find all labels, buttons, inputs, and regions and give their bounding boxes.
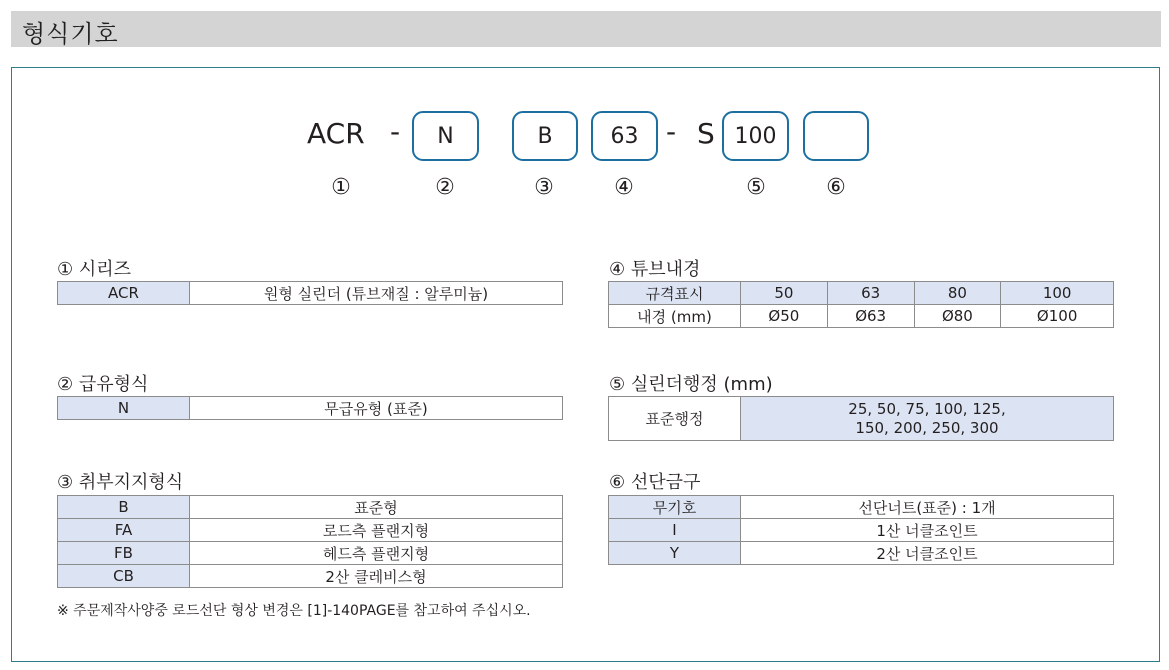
bore-code-box: 63 xyxy=(591,111,658,161)
bore-header-cell: 63 xyxy=(827,282,914,305)
bore-section-title: ④ 튜브내경 xyxy=(609,259,701,280)
mount-desc: 헤드측 플랜지형 xyxy=(190,542,563,565)
mount-key: B xyxy=(58,496,190,519)
series-code: ACR xyxy=(307,117,365,150)
table-row xyxy=(609,282,1114,305)
supply-code-box: N xyxy=(412,111,479,161)
bore-header-cell: 100 xyxy=(1001,282,1114,305)
stroke-table xyxy=(608,396,1114,441)
rodend-section-title: ⑥ 선단금구 xyxy=(609,472,701,493)
supply-table xyxy=(57,396,563,420)
stroke-prefix: S xyxy=(697,117,715,150)
rodend-key: 무기호 xyxy=(609,496,741,519)
rodend-desc: 1산 너클조인트 xyxy=(741,519,1114,542)
supply-section-title: ② 급유형식 xyxy=(57,374,149,395)
bore-value-cell: Ø80 xyxy=(914,305,1001,328)
stroke-label: 표준행정 xyxy=(609,397,741,441)
rodend-key: Y xyxy=(609,542,741,565)
rodend-desc: 2산 너클조인트 xyxy=(741,542,1114,565)
rodend-table xyxy=(608,495,1114,565)
stroke-values xyxy=(741,397,1114,441)
bore-value-cell: Ø100 xyxy=(1001,305,1114,328)
footnote: ※ 주문제작사양중 로드선단 형상 변경은 [1]-140PAGE를 참고하여 주십시오. xyxy=(57,603,531,619)
marker-3: ③ xyxy=(534,175,554,200)
marker-1: ① xyxy=(331,175,351,200)
series-section-title: ① 시리즈 xyxy=(57,259,132,280)
table-row xyxy=(58,519,563,542)
table-row xyxy=(609,397,1114,441)
table-row xyxy=(58,496,563,519)
table-row xyxy=(609,519,1114,542)
bore-header-cell: 50 xyxy=(741,282,828,305)
page-title: 형식기호 xyxy=(22,20,119,48)
rodend-key: I xyxy=(609,519,741,542)
rodend-code-box xyxy=(803,111,869,161)
mount-key: CB xyxy=(58,565,190,588)
code-dash-2: - xyxy=(666,115,677,148)
mount-code-box: B xyxy=(512,111,578,161)
series-table xyxy=(57,281,563,305)
series-desc: 원형 실린더 (튜브재질 : 알루미늄) xyxy=(190,282,563,305)
table-row xyxy=(609,305,1114,328)
title-bar xyxy=(11,11,1161,47)
mount-desc: 로드측 플랜지형 xyxy=(190,519,563,542)
table-row xyxy=(58,565,563,588)
stroke-values-line-2: 150, 200, 250, 300 xyxy=(855,418,999,437)
mount-section-title: ③ 취부지지형식 xyxy=(57,472,184,493)
table-row xyxy=(609,496,1114,519)
bore-row-label: 내경 (mm) xyxy=(609,305,741,328)
table-row xyxy=(58,542,563,565)
mount-desc: 2산 클레비스형 xyxy=(190,565,563,588)
marker-4: ④ xyxy=(614,175,634,200)
code-dash-1: - xyxy=(390,115,401,148)
series-key: ACR xyxy=(58,282,190,305)
marker-2: ② xyxy=(435,175,455,200)
mount-key: FA xyxy=(58,519,190,542)
table-row xyxy=(58,397,563,420)
supply-key: N xyxy=(58,397,190,420)
marker-6: ⑥ xyxy=(826,175,846,200)
bore-table xyxy=(608,281,1114,328)
rodend-desc: 선단너트(표준) : 1개 xyxy=(741,496,1114,519)
stroke-code-box: 100 xyxy=(722,111,789,161)
bore-value-cell: Ø50 xyxy=(741,305,828,328)
bore-header-cell: 80 xyxy=(914,282,1001,305)
mount-key: FB xyxy=(58,542,190,565)
mount-desc: 표준형 xyxy=(190,496,563,519)
bore-value-cell: Ø63 xyxy=(827,305,914,328)
table-row xyxy=(58,282,563,305)
table-row xyxy=(609,542,1114,565)
supply-desc: 무급유형 (표준) xyxy=(190,397,563,420)
marker-5: ⑤ xyxy=(746,175,766,200)
stroke-section-title: ⑤ 실린더행정 (mm) xyxy=(609,374,773,395)
mount-table xyxy=(57,495,563,588)
stroke-values-line-1: 25, 50, 75, 100, 125, xyxy=(848,399,1006,418)
bore-header-label: 규격표시 xyxy=(609,282,741,305)
